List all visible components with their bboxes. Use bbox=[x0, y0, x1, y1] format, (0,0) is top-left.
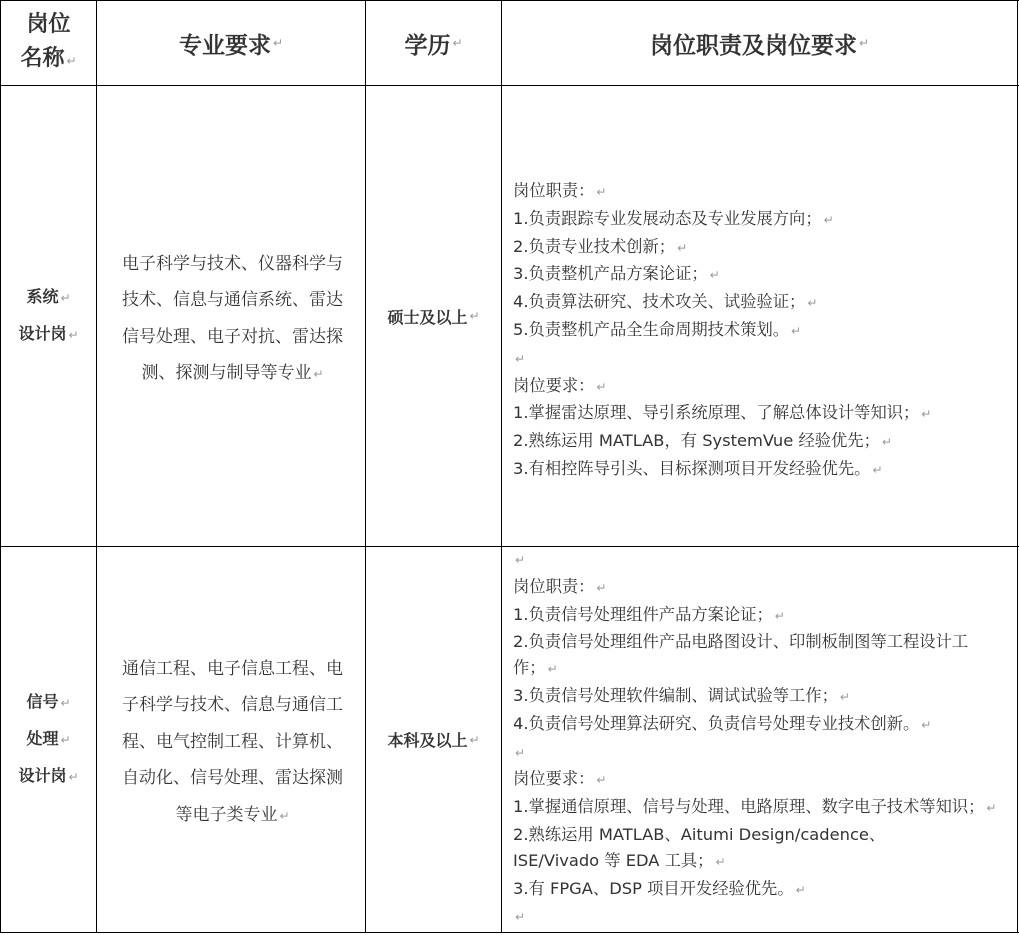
header-duties: 岗位职责及岗位要求 ↵ bbox=[502, 1, 1017, 85]
row2-name-line3: 设计岗 bbox=[18, 766, 67, 785]
row2-name-line1: 信号 bbox=[26, 692, 59, 711]
row2-duty-line: 岗位要求： bbox=[513, 769, 595, 789]
row2-duty-line: 3.有 FPGA、DSP 项目开发经验优先。 bbox=[513, 878, 794, 898]
row2-duty-line: 3.负责信号处理软件编制、调试试验等工作； bbox=[513, 685, 838, 705]
row1-major: 电子科学与技术、仪器科学与技术、信息与通信系统、雷达信号处理、电子对抗、雷达探测、探测与制导等专业 ↵ bbox=[122, 253, 343, 383]
row2-duties: ↵ 岗位职责： ↵ 1.负责信号处理组件产品方案论证； ↵ 2.负责信号处理组件产品电路图设计、印制板制图等工程设计工作； ↵ 3.负责信号处理软件编制、调试试验等工作； ↵ 4.负责信号处理算法研究、负责信号处理专业技术创新。 ↵ ↵ 岗位要求： ↵ 1.掌握通信原理、信号与处理、电路原理、数字电子技术等知识； ↵ 2.熟练运用 MATLAB、Aitumi Design/cadence、ISE/Vivado 等 EDA 工具； ↵ 3.有 FPGA、DSP 项目开发经验优先。 ↵ ↵ bbox=[513, 553, 997, 925]
row1-position-name: 系统 ↵ 设计岗 ↵ bbox=[18, 287, 79, 343]
row2-name-line2: 处理 bbox=[26, 729, 59, 748]
row2-duty-line: 岗位职责： bbox=[513, 576, 595, 596]
table-col-divider-3 bbox=[501, 0, 502, 933]
row1-duty-line: 5.负责整机产品全生命周期技术策划。 bbox=[513, 319, 790, 339]
header-major: 专业要求 ↵ bbox=[97, 1, 365, 85]
row1-duty-line: 3.有相控阵导引头、目标探测项目开发经验优先。 bbox=[513, 458, 871, 478]
header-position-name-line1: 岗位 bbox=[26, 12, 71, 37]
row1-major-cell bbox=[97, 86, 365, 546]
row1-duties: 岗位职责： ↵ 1.负责跟踪专业发展动态及专业发展方向； ↵ 2.负责专业技术创新； ↵ 3.负责整机产品方案论证； ↵ 4.负责算法研究、技术攻关、试验验证； ↵ 5.负责整机产品全生命周期技术策划。 ↵ ↵ 岗位要求： ↵ 1.掌握雷达原理、导引系统原理、了解总体设计等知识； ↵ 2.熟练运用 MATLAB，有 SystemVue 经验优先； ↵ 3.有相控阵导引头、目标探测项目开发经验优先。 ↵ bbox=[513, 181, 932, 478]
table-border-bottom bbox=[0, 932, 1019, 933]
row1-duty-line: 2.负责专业技术创新； bbox=[513, 236, 676, 256]
row1-duty-line: 1.掌握雷达原理、导引系统原理、了解总体设计等知识； bbox=[513, 403, 920, 423]
row2-position-name: 信号 ↵ 处理 ↵ 设计岗 ↵ bbox=[18, 692, 79, 785]
header-education-text: 学历 bbox=[404, 32, 451, 59]
header-major-text: 专业要求 bbox=[178, 32, 271, 59]
row1-duty-line: 1.负责跟踪专业发展动态及专业发展方向； bbox=[513, 208, 822, 228]
row2-education: 本科及以上 ↵ bbox=[366, 547, 501, 932]
row1-duty-line: 4.负责算法研究、技术攻关、试验验证； bbox=[513, 292, 806, 312]
row2-duty-line: 2.负责信号处理组件产品电路图设计、印制板制图等工程设计工作； bbox=[513, 632, 969, 678]
row1-name-line1: 系统 bbox=[26, 287, 59, 306]
header-education: 学历 ↵ bbox=[366, 1, 501, 85]
row2-major: 通信工程、电子信息工程、电子科学与技术、信息与通信工程、电气控制工程、计算机、自动化、信号处理、雷达探测等电子类专业 ↵ bbox=[122, 658, 343, 825]
row2-duty-line: 1.负责信号处理组件产品方案论证； bbox=[513, 604, 773, 624]
row1-duty-line: 岗位职责： bbox=[513, 181, 595, 200]
row1-duty-line: 3.负责整机产品方案论证； bbox=[513, 264, 708, 284]
header-duties-text: 岗位职责及岗位要求 bbox=[649, 32, 857, 59]
row1-duty-line: 2.熟练运用 MATLAB，有 SystemVue 经验优先； bbox=[513, 431, 880, 451]
row2-major-cell bbox=[97, 547, 365, 932]
row2-major-text: 通信工程、电子信息工程、电子科学与技术、信息与通信工程、电气控制工程、计算机、自动化、信号处理、雷达探测等电子类专业 bbox=[122, 658, 343, 825]
row1-name-line2: 设计岗 bbox=[18, 324, 67, 343]
header-position-name-line2: 名称 bbox=[20, 46, 65, 71]
row1-major-text: 电子科学与技术、仪器科学与技术、信息与通信系统、雷达信号处理、电子对抗、雷达探测、探测与制导等专业 bbox=[122, 253, 343, 383]
row2-duty-line: 4.负责信号处理算法研究、负责信号处理专业技术创新。 bbox=[513, 713, 920, 733]
header-position-name: 岗位 名称 ↵ bbox=[1, 1, 96, 85]
table-border-right bbox=[1017, 0, 1018, 933]
row2-duty-line: 2.熟练运用 MATLAB、Aitumi Design/cadence、ISE/Vivado 等 EDA 工具； bbox=[513, 824, 886, 870]
row1-duty-line: 岗位要求： bbox=[513, 375, 595, 395]
row1-education-text: 硕士及以上 bbox=[387, 307, 468, 327]
row2-duty-line: 1.掌握通信原理、信号与处理、电路原理、数字电子技术等知识； bbox=[513, 797, 985, 817]
row1-education: 硕士及以上 ↵ bbox=[366, 86, 501, 546]
row2-education-text: 本科及以上 bbox=[387, 731, 468, 750]
